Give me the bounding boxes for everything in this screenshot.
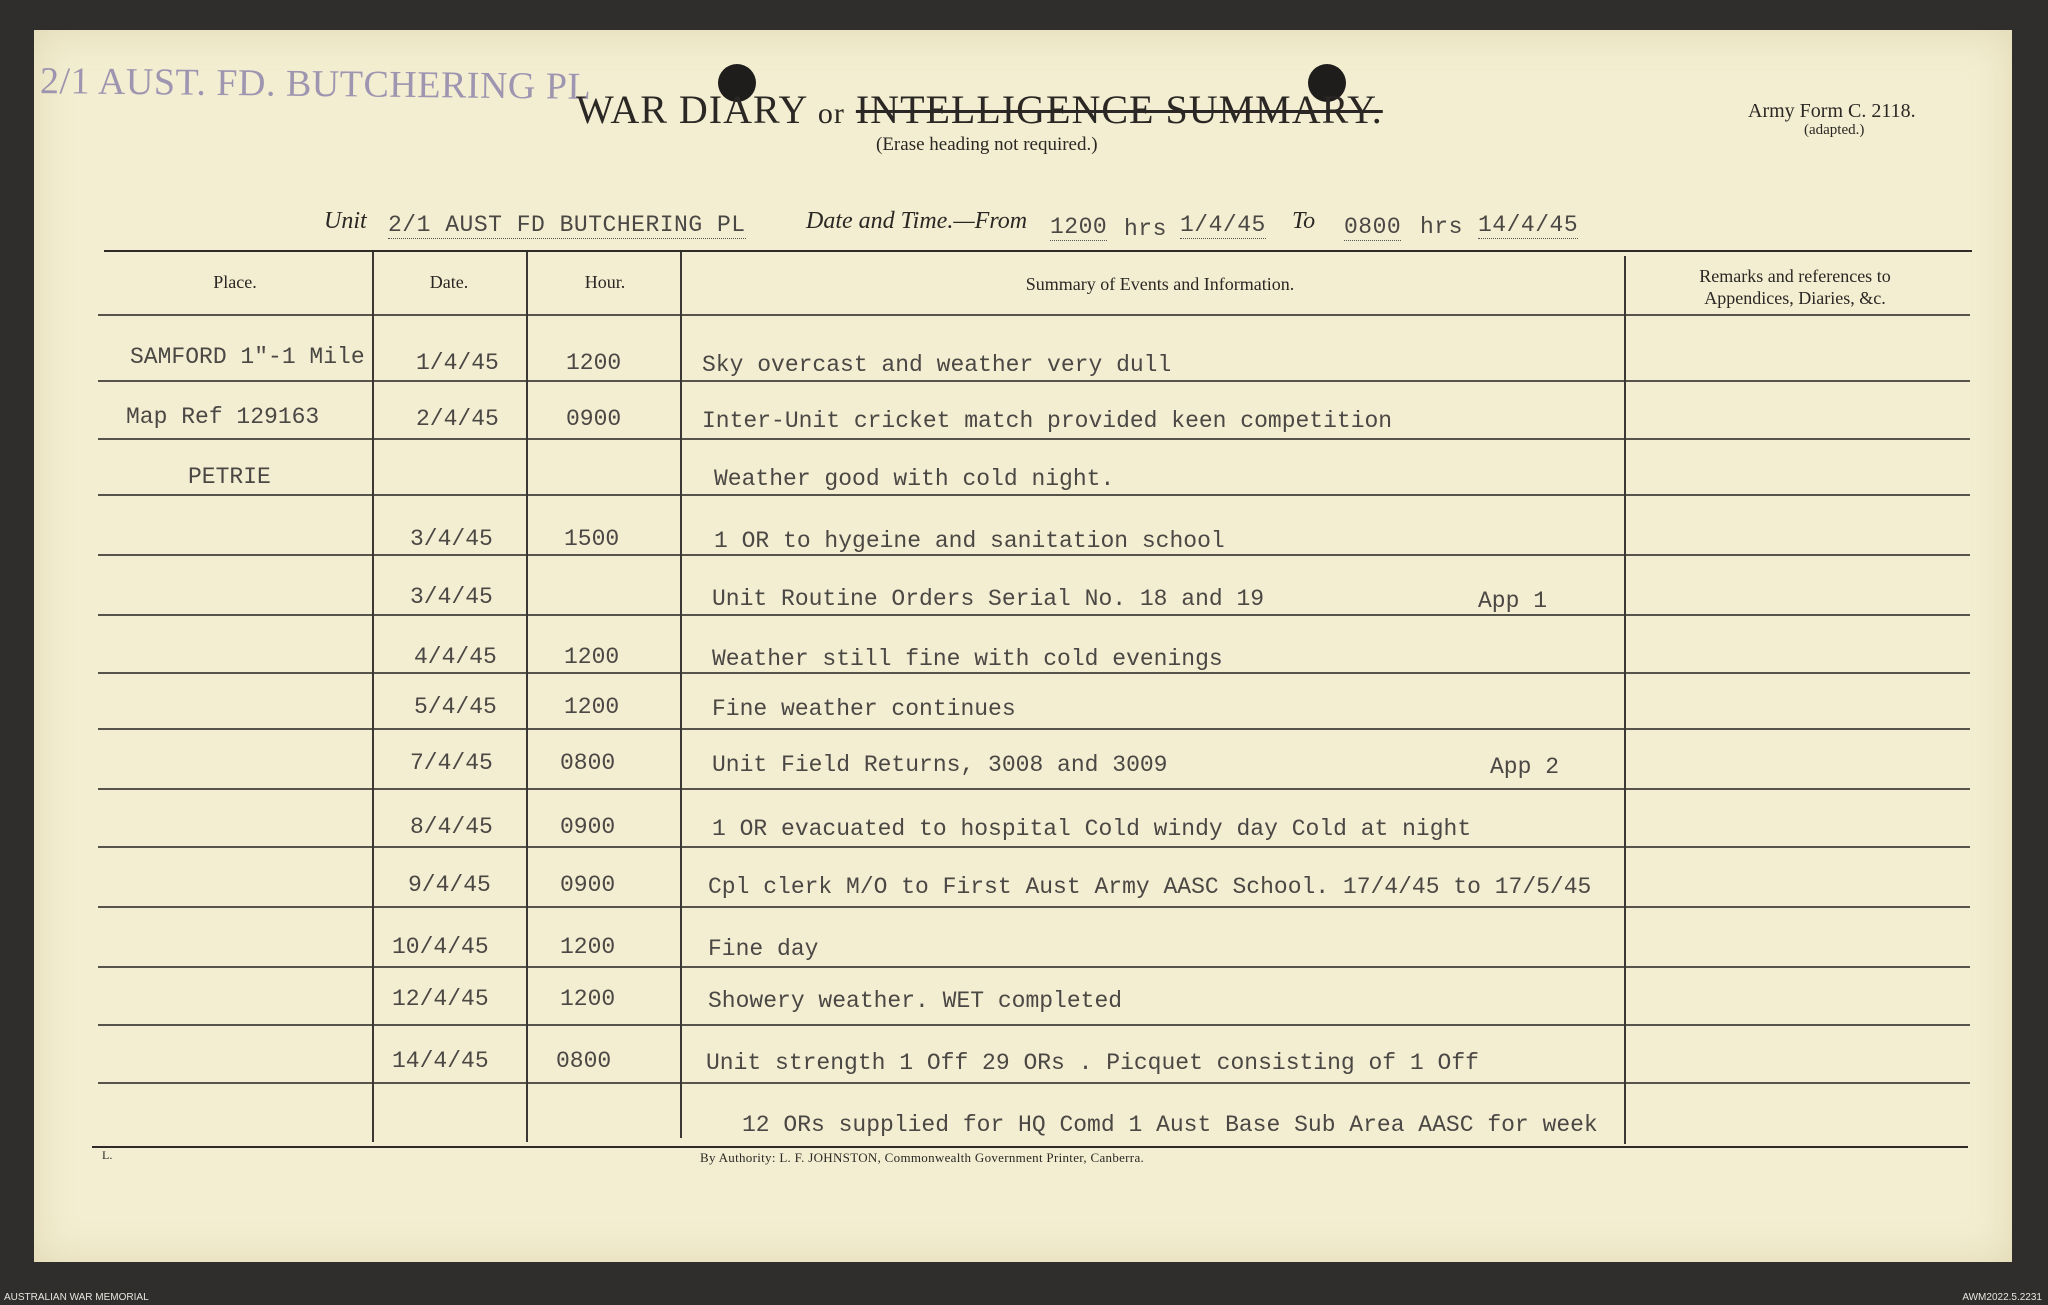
- header-place: Place.: [213, 272, 257, 292]
- intelligence-summary-title: INTELLIGENCE SUMMARY.: [855, 87, 1383, 132]
- entry-date: 3/4/45: [410, 584, 493, 610]
- column-divider: [1624, 256, 1626, 1144]
- entry-hour: 1200: [564, 644, 620, 670]
- army-form-number: Army Form C. 2118.: [1748, 100, 1916, 122]
- entry-summary: Weather good with cold night.: [714, 466, 1115, 492]
- row-rule: [98, 672, 1970, 674]
- header-summary: Summary of Events and Information.: [1025, 274, 1295, 294]
- entry-summary: Weather still fine with cold evenings: [712, 646, 1223, 672]
- row-rule: [98, 494, 1970, 496]
- entry-hour: 0900: [566, 406, 622, 432]
- entry-date: 1/4/45: [416, 350, 499, 376]
- entry-hour: 1200: [566, 350, 622, 376]
- column-divider: [680, 252, 682, 1138]
- place-entry: SAMFORD 1"-1 Mile: [130, 344, 365, 370]
- unit-stamp: 2/1 AUST. FD. BUTCHERING PL: [39, 60, 592, 108]
- appendix-ref: App 2: [1490, 754, 1560, 780]
- place-entry: Map Ref 129163: [126, 404, 320, 430]
- entry-summary: Inter-Unit cricket match provided keen competition: [702, 408, 1393, 434]
- credit-right: AWM2022.5.2231: [1962, 1292, 2042, 1303]
- entry-summary: 1 OR evacuated to hospital Cold windy day Cold at night: [712, 816, 1472, 842]
- row-rule: [98, 314, 1970, 316]
- erase-note: (Erase heading not required.): [876, 134, 1098, 155]
- entry-hour: 0800: [556, 1048, 612, 1074]
- entry-summary: Fine day: [708, 936, 819, 962]
- entry-date: 5/4/45: [414, 694, 497, 720]
- entry-summary: 12 ORs supplied for HQ Comd 1 Aust Base Sub Area AASC for week: [742, 1112, 1598, 1138]
- footer-letter: L.: [102, 1148, 113, 1162]
- credit-left: AUSTRALIAN WAR MEMORIAL: [4, 1292, 149, 1303]
- entry-date: 7/4/45: [410, 750, 493, 776]
- column-divider: [372, 252, 374, 1142]
- entry-hour: 1200: [560, 986, 616, 1012]
- table-bottom-rule: [92, 1146, 1968, 1148]
- from-date: 1/4/45: [1180, 212, 1266, 238]
- entry-summary: Showery weather. WET completed: [708, 988, 1123, 1014]
- from-time: 1200: [1050, 214, 1108, 240]
- entry-date: 10/4/45: [392, 934, 489, 960]
- title-or: or: [817, 97, 845, 130]
- row-rule: [98, 380, 1970, 382]
- entry-hour: 1200: [564, 694, 620, 720]
- row-rule: [98, 438, 1970, 440]
- entry-summary: Unit Field Returns, 3008 and 3009: [712, 752, 1168, 778]
- row-rule: [98, 906, 1970, 908]
- header-remarks-sub: Appendices, Diaries, &c.: [1704, 288, 1886, 308]
- entry-summary: Fine weather continues: [712, 696, 1016, 722]
- adapted-note: (adapted.): [1804, 122, 1865, 138]
- entry-summary: Unit Routine Orders Serial No. 18 and 19: [712, 586, 1265, 612]
- header-remarks: Remarks and references to: [1699, 266, 1891, 286]
- appendix-ref: App 1: [1478, 588, 1548, 614]
- war-diary-title: WAR DIARY: [576, 87, 807, 132]
- row-rule: [98, 846, 1970, 848]
- row-rule: [98, 614, 1970, 616]
- entry-date: 14/4/45: [392, 1048, 489, 1074]
- column-divider: [526, 252, 528, 1142]
- place-entry: PETRIE: [188, 464, 271, 490]
- entry-date: 12/4/45: [392, 986, 489, 1012]
- unit-value: 2/1 AUST FD BUTCHERING PL: [388, 212, 746, 238]
- to-date: 14/4/45: [1478, 212, 1579, 238]
- to-time: 0800: [1344, 214, 1402, 240]
- header-date: Date.: [429, 272, 469, 292]
- entry-summary: Unit strength 1 Off 29 ORs . Picquet consisting of 1 Off: [706, 1050, 1479, 1076]
- table-top-rule: [104, 250, 1972, 252]
- entry-date: 3/4/45: [410, 526, 493, 552]
- entry-date: 2/4/45: [416, 406, 499, 432]
- to-label: To: [1292, 208, 1316, 234]
- row-rule: [98, 728, 1970, 730]
- entry-date: 4/4/45: [414, 644, 497, 670]
- hrs-label: hrs: [1420, 214, 1463, 240]
- entry-date: 9/4/45: [408, 872, 491, 898]
- row-rule: [98, 1082, 1970, 1084]
- header-hour: Hour.: [584, 272, 626, 292]
- hrs-label: hrs: [1124, 216, 1167, 242]
- date-time-label: Date and Time.—From: [806, 208, 1028, 234]
- entry-summary: 1 OR to hygeine and sanitation school: [714, 528, 1225, 554]
- row-rule: [98, 554, 1970, 556]
- entry-summary: Cpl clerk M/O to First Aust Army AASC School. 17/4/45 to 17/5/45: [708, 874, 1592, 900]
- entry-hour: 0800: [560, 750, 616, 776]
- entry-hour: 1500: [564, 526, 620, 552]
- row-rule: [98, 966, 1970, 968]
- entry-hour: 1200: [560, 934, 616, 960]
- entry-date: 8/4/45: [410, 814, 493, 840]
- entry-hour: 0900: [560, 814, 616, 840]
- row-rule: [98, 788, 1970, 790]
- row-rule: [98, 1024, 1970, 1026]
- unit-label: Unit: [324, 208, 367, 234]
- entry-summary: Sky overcast and weather very dull: [702, 352, 1172, 378]
- entry-hour: 0900: [560, 872, 616, 898]
- footer-authority: By Authority: L. F. JOHNSTON, Commonwealth Government Printer, Canberra.: [700, 1150, 1145, 1165]
- form-title: [576, 86, 1383, 133]
